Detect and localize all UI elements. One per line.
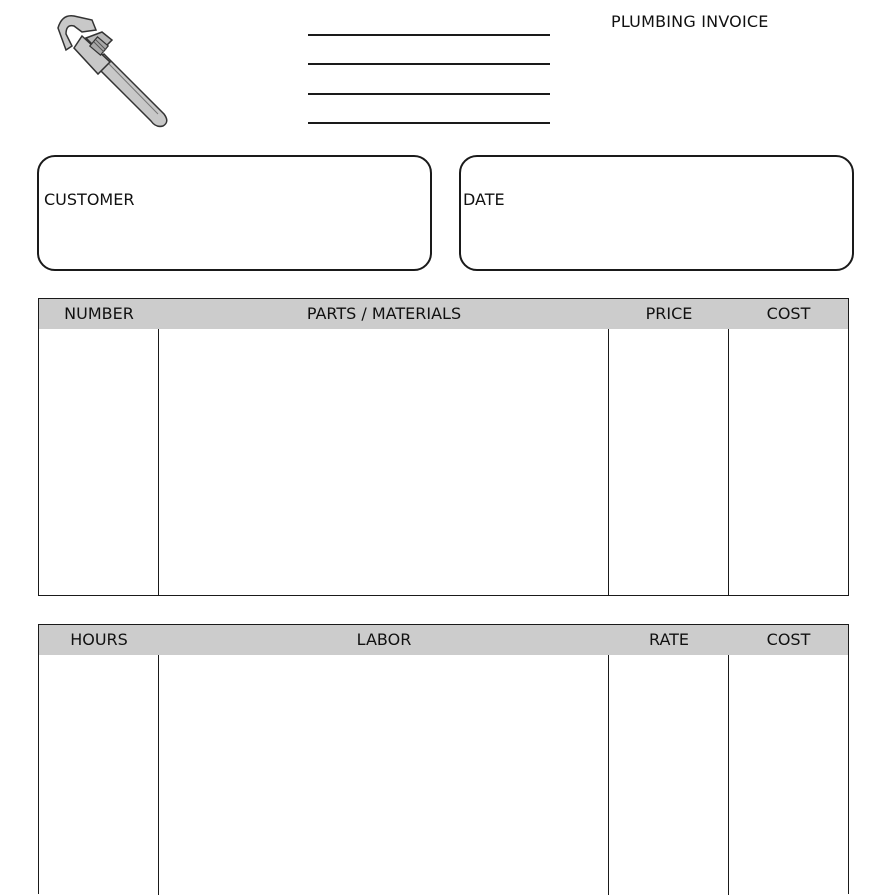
labor-col-divider-3 (728, 655, 729, 895)
col-header-hours: HOURS (70, 630, 128, 649)
pipe-wrench-icon (52, 10, 174, 132)
parts-table-header (39, 299, 848, 329)
labor-table-header (39, 625, 848, 655)
col-header-parts-materials: PARTS / MATERIALS (306, 304, 462, 323)
company-line-3[interactable] (308, 93, 550, 95)
col-header-labor-cost: COST (766, 630, 811, 649)
invoice-title: PLUMBING INVOICE (611, 12, 769, 31)
company-line-1[interactable] (308, 34, 550, 36)
parts-col-divider-3 (728, 329, 729, 595)
parts-col-divider-2 (608, 329, 609, 595)
customer-label: CUSTOMER (44, 190, 135, 209)
col-header-price: PRICE (645, 304, 693, 323)
parts-table (38, 298, 849, 596)
labor-col-divider-2 (608, 655, 609, 895)
labor-col-divider-1 (158, 655, 159, 895)
company-line-2[interactable] (308, 63, 550, 65)
date-label: DATE (463, 190, 505, 209)
labor-table (38, 624, 849, 894)
col-header-rate: RATE (648, 630, 690, 649)
date-box[interactable] (459, 155, 854, 271)
company-line-4[interactable] (308, 122, 550, 124)
col-header-labor: LABOR (356, 630, 412, 649)
company-info-lines (308, 34, 550, 126)
col-header-number: NUMBER (64, 304, 134, 323)
col-header-cost: COST (766, 304, 811, 323)
customer-box[interactable] (37, 155, 432, 271)
parts-col-divider-1 (158, 329, 159, 595)
